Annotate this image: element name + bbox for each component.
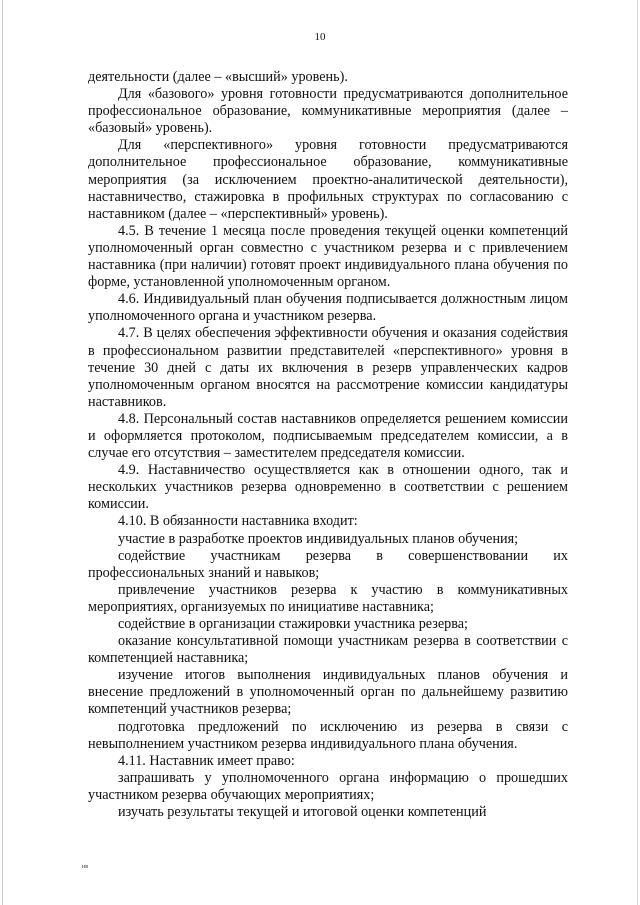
page-number: 10 <box>314 31 326 43</box>
paragraph: 4.7. В целях обеспечения эффективности обучения и оказания содействия в профессиональном развитии представителей «перспективного» уровня в течение 30 дней с даты их включения в резерв управленческих кадров уполномоченным органом вносятся на рассмотрение комиссии кандидатуры наставников. <box>88 325 568 410</box>
paragraph: участие в разработке проектов индивидуальных планов обучения; <box>118 530 519 547</box>
paragraph: изучать результаты текущей и итоговой оценки компетенций <box>118 804 487 821</box>
paragraph: содействие участникам резерва в совершенствовании их профессиональных знаний и навыков; <box>88 547 568 581</box>
paragraph: содействие в организации стажировки участника резерва; <box>118 616 469 632</box>
paragraph: привлечение участников резерва к участию в коммуникативных мероприятиях, организуемых по инициативе наставника; <box>88 581 568 615</box>
footer-code: нв <box>82 864 89 870</box>
paragraph: Для «перспективного» уровня готовности предусматриваются дополнительное профессиональное образование, коммуникативные мероприятия (за исключением проектно-аналитической деятельности), наставничество, стажировка в профильных структурах по согласованию с наставником (далее – «перспективный» уровень). <box>88 137 568 222</box>
paragraph: подготовка предложений по исключению из резерва в связи с невыполнением участником резерва индивидуального плана обучения. <box>88 718 568 752</box>
document-body <box>88 69 568 821</box>
paragraph: 4.5. В течение 1 месяца после проведения текущей оценки компетенций уполномоченный орган совместно с участником резерва и с привлечением наставника (при наличии) готовят проект индивидуального плана обучения по форме, установленной уполномоченным органом. <box>88 222 568 291</box>
paragraph: оказание консультативной помощи участникам резерва в соответствии с компетенцией наставника; <box>88 633 568 667</box>
paragraph: 4.9. Наставничество осуществляется как в отношении одного, так и нескольких участников резерва одновременно в соответствии с решением комиссии. <box>88 462 568 513</box>
paragraph: запрашивать у уполномоченного органа информацию о прошедших участником резерва обучающих мероприятиях; <box>88 769 568 803</box>
paragraph: изучение итогов выполнения индивидуальных планов обучения и внесение предложений в уполномоченный орган по дальнейшему развитию компетенций участников резерва; <box>88 667 568 718</box>
paragraph: 4.6. Индивидуальный план обучения подписывается должностным лицом уполномоченного органа и участником резерва. <box>88 291 568 325</box>
page-left-edge <box>2 0 3 905</box>
paragraph: деятельности (далее – «высший» уровень). <box>88 69 348 85</box>
paragraph: 4.8. Персональный состав наставников определяется решением комиссии и оформляется протоколом, подписываемым председателем комиссии, а в случае его отсутствия – заместителем председателя комиссии. <box>88 410 568 462</box>
paragraph: 4.11. Наставник имеет право: <box>118 752 295 769</box>
paragraph: Для «базового» уровня готовности предусматриваются дополнительное профессиональное образование, коммуникативные мероприятия (далее – «базовый» уровень). <box>88 86 568 137</box>
page-right-edge <box>637 0 638 905</box>
paragraph: 4.10. В обязанности наставника входит: <box>118 513 358 530</box>
